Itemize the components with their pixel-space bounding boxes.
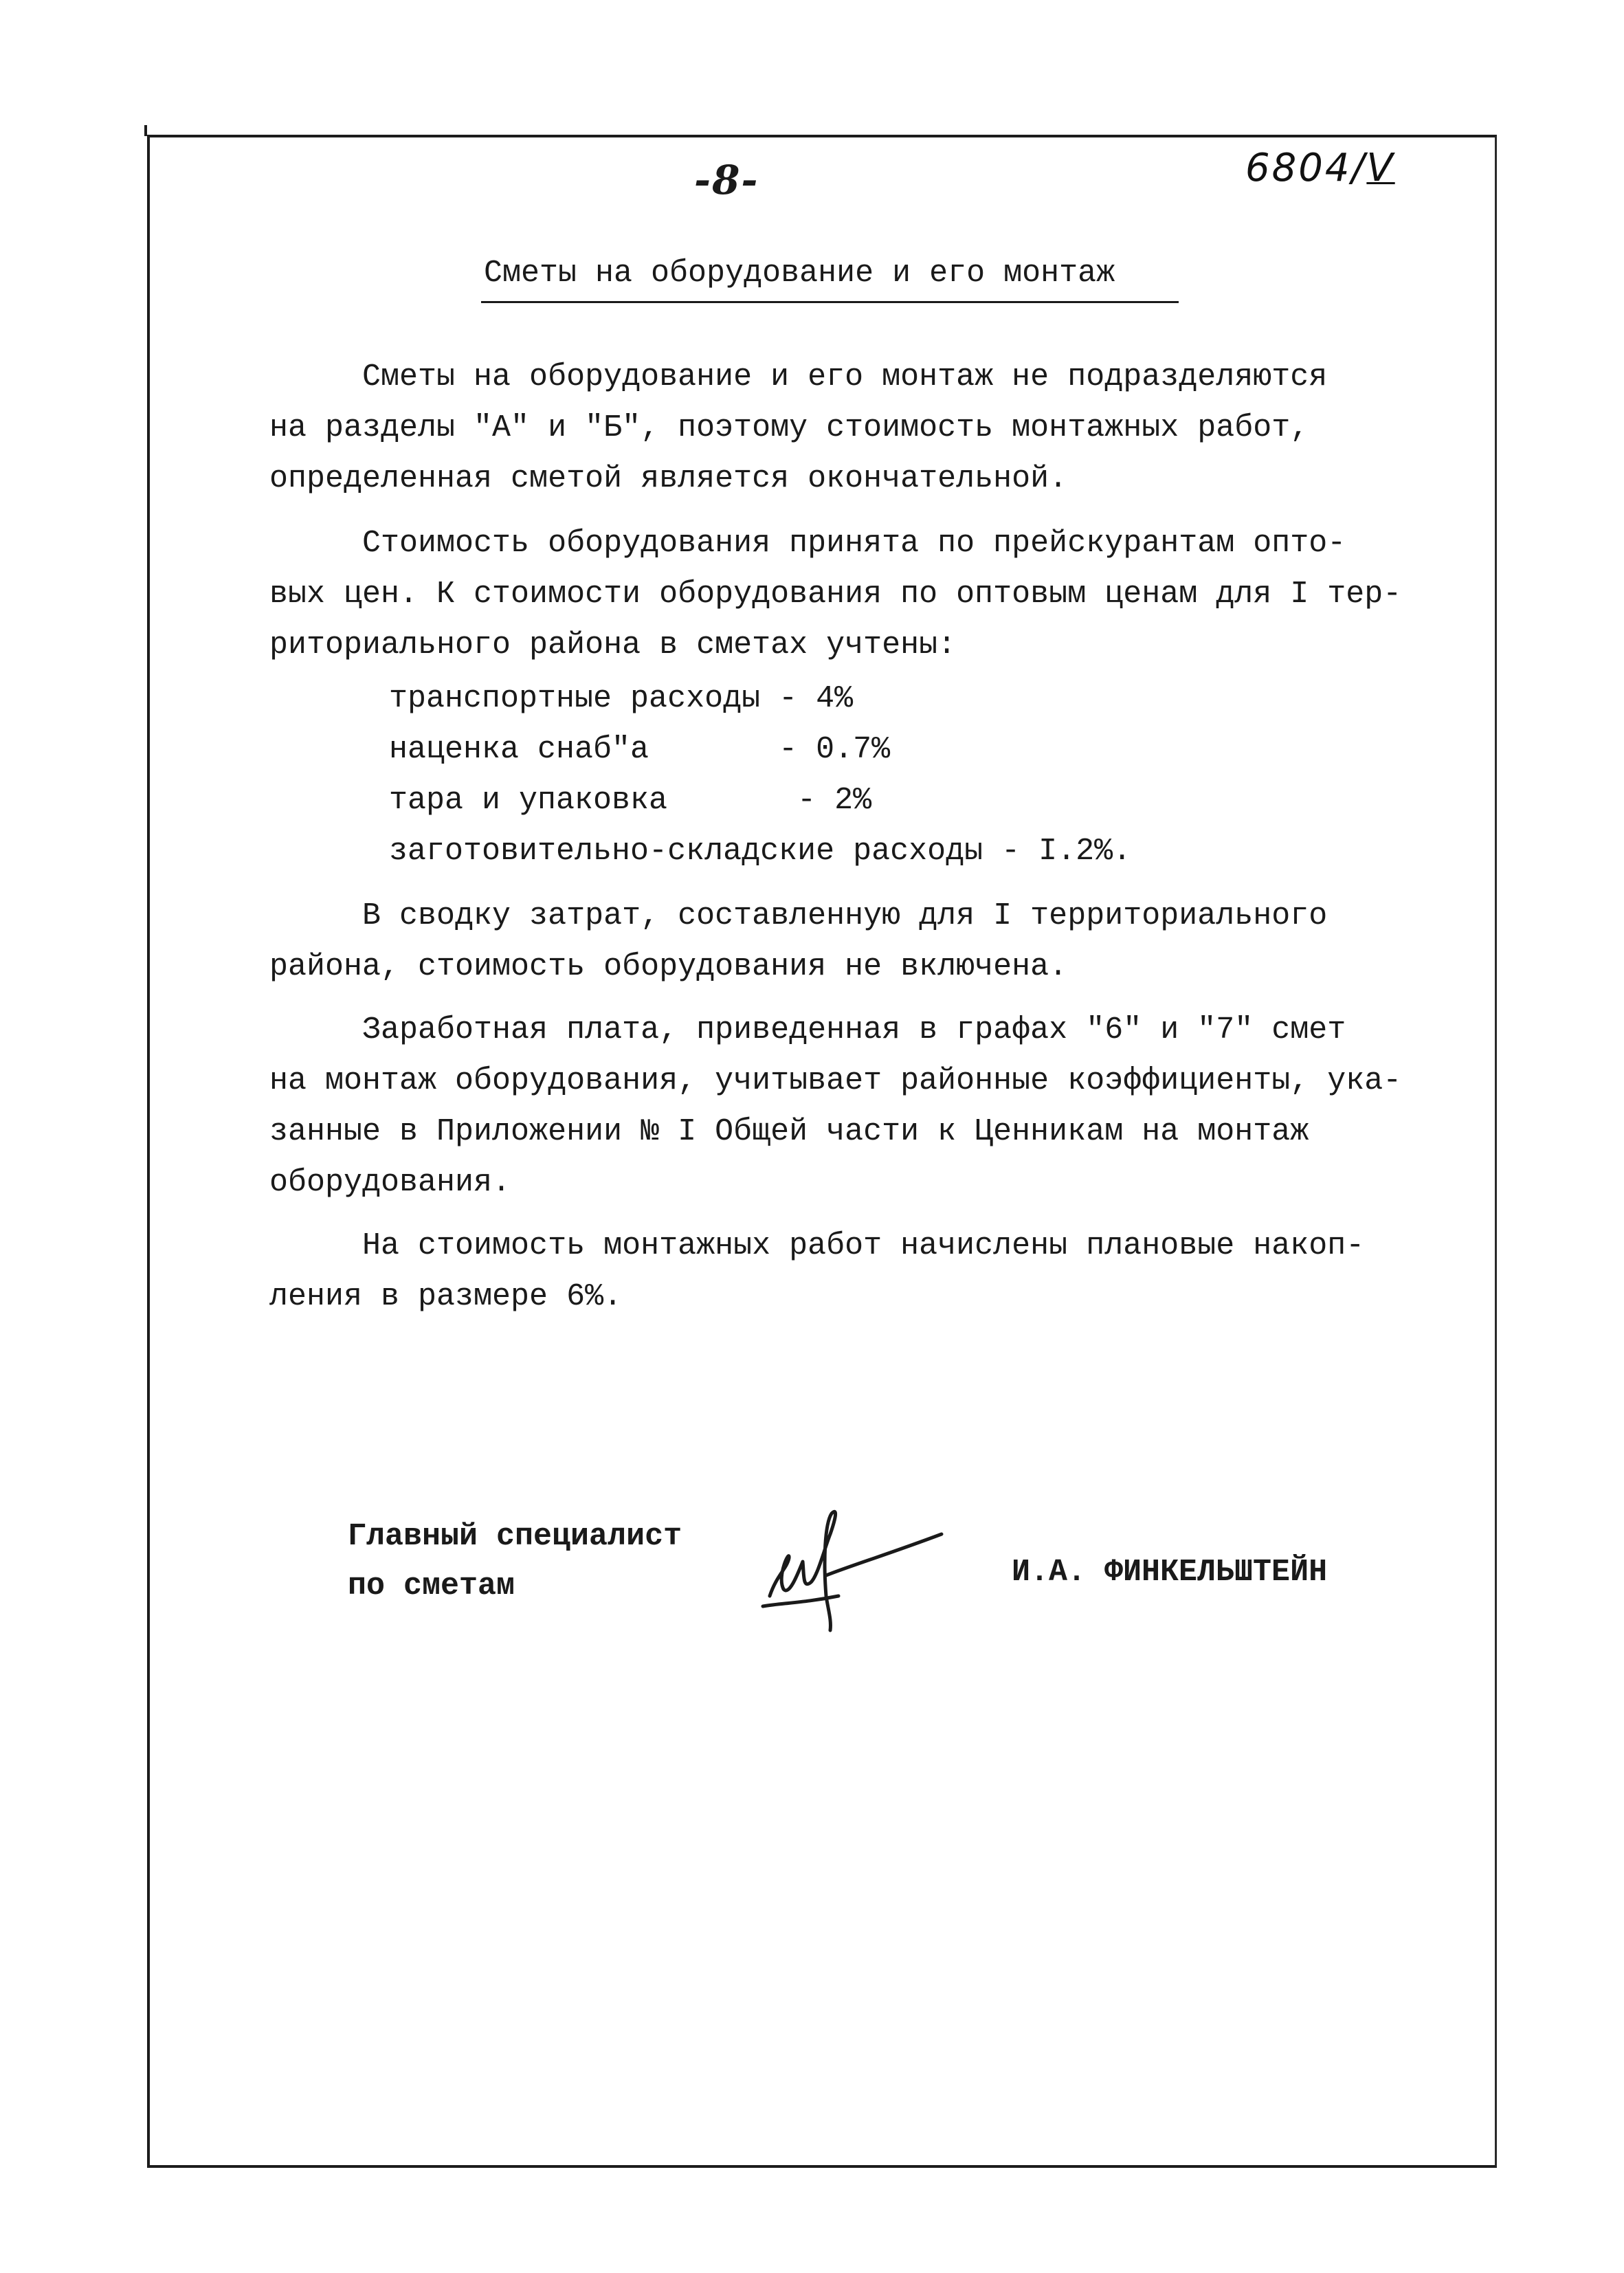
cost-item-value: - 4% [779, 681, 854, 716]
paragraph-equipment-cost-line2: вых цен. К стоимости оборудования по оптовым ценам для I тер- [269, 577, 1402, 612]
cost-item-markup [389, 724, 890, 775]
paragraph-wages-line3: занные в Приложении № I Общей части к Ценникам на монтаж [269, 1114, 1309, 1149]
signatory-title-line1: Главный специалист [348, 1519, 682, 1554]
paragraph-wages-line2: на монтаж оборудования, учитывает районные коэффициенты, ука- [269, 1063, 1402, 1098]
signatory-name: И.А. ФИНКЕЛЬШТЕЙН [1012, 1555, 1328, 1590]
cost-item-value: - 0.7% [779, 732, 891, 767]
heading-underline [481, 301, 1179, 303]
paragraph-wages-line4: оборудования. [269, 1165, 511, 1200]
document-code [1245, 146, 1395, 190]
cost-item-packaging [389, 775, 871, 826]
cost-item-procurement [389, 826, 1131, 877]
section-heading: Сметы на оборудование и его монтаж [484, 256, 1115, 291]
cost-item-label: транспортные расходы [389, 681, 779, 716]
paragraph-accruals-line1: На стоимость монтажных работ начислены плановые накоп- [269, 1228, 1365, 1263]
document-code-number: 6804/ [1245, 146, 1367, 190]
paragraph-scope-line2: на разделы "А" и "Б", поэтому стоимость монтажных работ, [269, 410, 1309, 445]
cost-item-value: - 2% [797, 783, 872, 818]
paragraph-equipment-cost-line1: Стоимость оборудования принята по прейскурантам опто- [269, 526, 1346, 561]
cost-item-label: наценка снаб"а [389, 732, 779, 767]
cost-item-transport [389, 674, 853, 724]
paragraph-scope-line3: определенная сметой является окончательной. [269, 461, 1068, 496]
paragraph-scope-line1: Сметы на оборудование и его монтаж не подразделяются [269, 359, 1328, 395]
cost-item-value: - I.2%. [1001, 834, 1132, 869]
page-number: -8- [694, 157, 759, 203]
cost-item-label: заготовительно-складские расходы [389, 834, 1002, 869]
paragraph-equipment-cost-line3: риториального района в сметах учтены: [269, 628, 957, 663]
paragraph-summary-line2: района, стоимость оборудования не включена. [269, 949, 1068, 984]
signatory-title-line2: по сметам [348, 1568, 515, 1604]
cost-item-label: тара и упаковка [389, 783, 798, 818]
document-code-suffix: V [1366, 146, 1395, 190]
handwritten-signature [749, 1493, 955, 1644]
paragraph-accruals-line2: ления в размере 6%. [269, 1279, 623, 1314]
paragraph-wages-line1: Заработная плата, приведенная в графах "6" и "7" смет [269, 1012, 1346, 1047]
paragraph-summary-line1: В сводку затрат, составленную для I территориального [269, 898, 1328, 933]
